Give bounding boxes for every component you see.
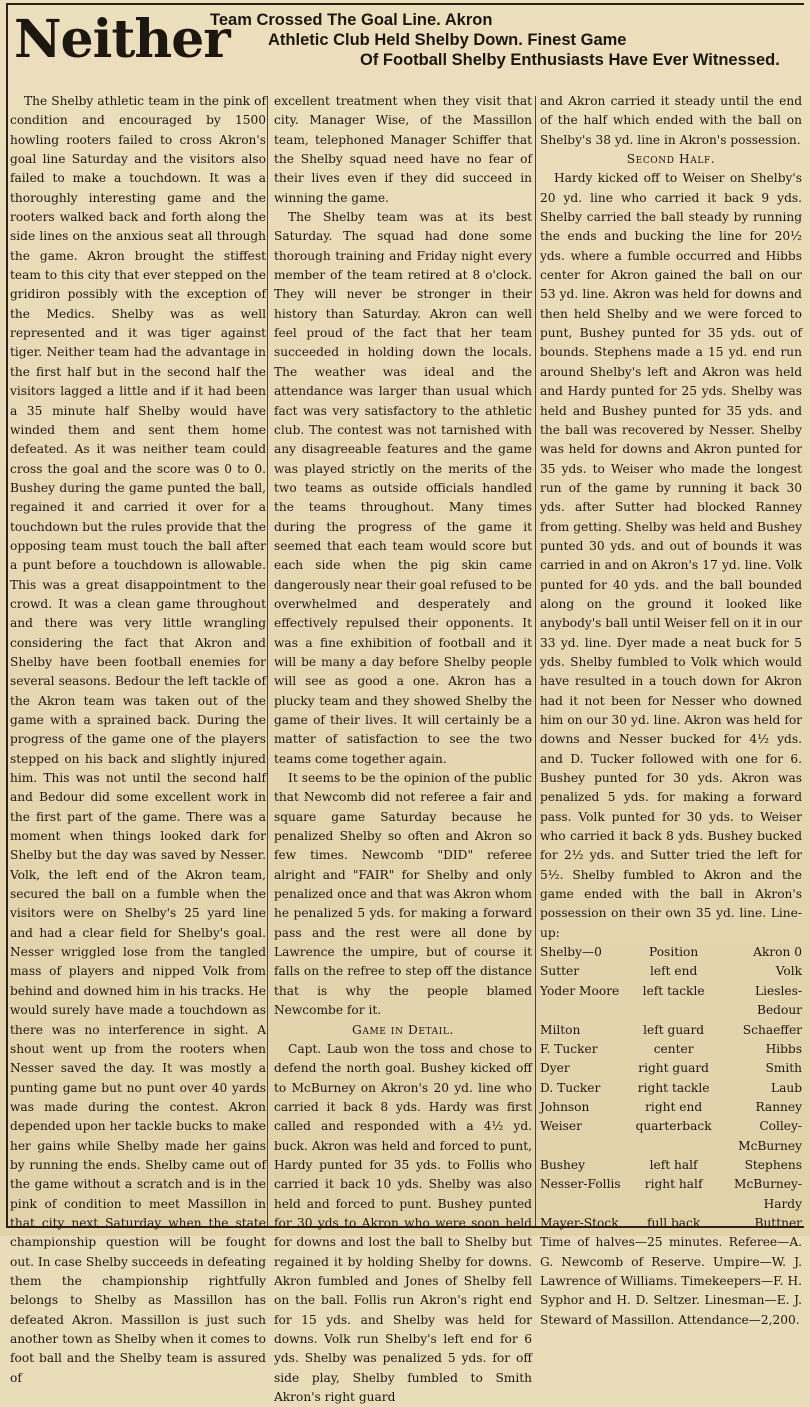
lineup-shelby-player: Shelby—0 xyxy=(540,945,602,960)
lineup-shelby-player: Nesser-Follis xyxy=(540,1177,621,1192)
lineup-akron-player: Schaeffer xyxy=(742,1022,802,1037)
lineup-row xyxy=(540,982,802,1021)
lineup-akron-player: McBurney-Hardy xyxy=(733,1177,802,1211)
lineup-akron-player: Volk xyxy=(775,964,802,979)
article-paragraph: The Shelby athletic team in the pink of condition and encouraged by 1500 howling rooters failed to cross Akron's goal line Saturday and the visitors also failed to make a touchdown. It was a thoroughly interesting game and the rooters walked back and forth along the side lines on the anxious seat all through the game. Akron brought the stiffest team to this city that ever stepped on the gridiron possibly with the exception of the Medics. Shelby was as well represented and it was tiger against tiger. Neither team had the advantage in the first half but in the second half the visitors lagged a little and if it had been a 35 minute half Shelby would have winded them and sent them home defeated. As it was neither team could cross the goal and the score was 0 to 0. Bushey during the game punted the ball, regained it and carried it over for a touchdown but the rules provide that the opposing team must touch the ball after a punt before a touchdown is allowable. This was a great disappointment to the crowd. It was a clean game throughout and there was very little wrangling considering the fact that Akron and Shelby have been football enemies for several seasons. Bedour the left tackle of the Akron team was taken out of the game with a sprained back. During the progress of the game one of the players stepped on his back and slightly injured him. This was not until the second half and Bedour did some excellent work in the first part of the game. There was a moment when things looked dark for Shelby but the day was saved by Nesser. Volk, the left end of the Akron team, secured the ball on a fumble when the visitors were on Shelby's 25 yard line and had a clear field for Shelby's goal. Nesser wriggled lose from the tangled mass of players and nipped Volk from behind and downed him in his tracks. He would surely have made a touchdown as there was no interference in sight. A shout went up from the rooters when Nesser saved the day. It was mostly a punting game but no punt over 40 yards was made during the contest. Akron depended upon her tackle bucks to make her gains while Shelby made her gains by running the ends. Shelby came out of the game without a scratch and is in the pink of condition to meet Massillon in that city next Saturday when the state championship question will be fought out. In case Shelby succeeds in defeating them the championship rightfully belongs to Shelby as Massillon has defeated Akron. Massillon is just such another town as Shelby when it comes to foot ball and the Shelby team is assured of xyxy=(10,94,266,1385)
lineup-shelby-player: Dyer xyxy=(540,1061,570,1076)
lineup-row xyxy=(540,1021,802,1040)
lineup-position: left end xyxy=(649,964,698,979)
lineup-row xyxy=(540,1059,802,1078)
lineup-shelby-player: Mayer-Stock xyxy=(540,1215,619,1230)
lineup-row xyxy=(540,1156,802,1175)
lineup-table xyxy=(540,943,802,1233)
lineup-row xyxy=(540,1175,802,1214)
lineup-akron-player: Akron 0 xyxy=(753,945,802,960)
article-column-2 xyxy=(274,92,532,1407)
lineup-position: right tackle xyxy=(637,1080,710,1095)
article-column-1 xyxy=(10,92,266,1388)
left-rule xyxy=(6,3,8,1228)
lineup-position: right end xyxy=(645,1099,703,1114)
column-rule-1 xyxy=(267,96,268,1226)
lineup-position: left half xyxy=(649,1157,698,1172)
lineup-shelby-player: D. Tucker xyxy=(540,1080,601,1095)
section-subhead: Second Half. xyxy=(626,152,716,167)
headline-main: Neither xyxy=(14,9,230,70)
lineup-shelby-player: Bushey xyxy=(540,1157,586,1172)
lineup-position: full back xyxy=(646,1215,701,1230)
lineup-akron-player: Smith xyxy=(765,1061,802,1076)
lineup-akron-player: Colley-McBurney xyxy=(738,1119,802,1153)
lineup-shelby-player: Johnson xyxy=(540,1099,590,1114)
lineup-akron-player: Liesles-Bedour xyxy=(755,983,802,1018)
lineup-position: right half xyxy=(644,1177,703,1192)
lineup-shelby-player: Sutter xyxy=(540,964,580,979)
top-rule xyxy=(8,3,804,5)
lineup-position: quarterback xyxy=(635,1119,712,1134)
headline-deck-line-3: Of Football Shelby Enthusiasts Have Ever Witnessed. xyxy=(360,51,780,69)
lineup-akron-player: Buttner xyxy=(754,1215,802,1230)
article-paragraph: excellent treatment when they visit that city. Manager Wise, of the Massillon team, telephoned Manager Schiffer that the Shelby squad need have no fear of their lives even if they did succeed in winning the game. xyxy=(274,94,532,205)
section-subhead: Game in Detail. xyxy=(352,1022,454,1037)
lineup-row xyxy=(540,1117,802,1156)
lineup-shelby-player: Milton xyxy=(540,1022,581,1037)
article-paragraph: The Shelby team was at its best Saturday. The squad had done some thorough training and Friday night every member of the team retired at 8 o'clock. They will never be stronger in their history than Saturday. Akron can well feel proud of the fact that her team succeeded in holding down the locals. The weather was ideal and the attendance was larger than usual which fact was very satisfactory to the athletic club. The contest was not tarnished with any disagreeable features and the game was played strictly on the merits of the two teams as outside officials handled the teams throughout. Many times during the progress of the game it seemed that each team would score but each side when the pig skin came dangerously near their goal refused to be overwhelmed and desperately and effectively repulsed their opponents. It was a fine exhibition of football and it will be many a day before Shelby people will see as good a one. Akron has a plucky team and they showed Shelby the game of their lives. It will certainly be a matter of satisfaction to see the two teams come together again. xyxy=(274,210,532,766)
lineup-position: left guard xyxy=(643,1022,705,1037)
headline-deck-line-2: Athletic Club Held Shelby Down. Finest Game xyxy=(268,31,627,49)
lineup-position: left tackle xyxy=(642,983,705,998)
lineup-row xyxy=(540,1098,802,1117)
column-rule-2 xyxy=(535,96,536,1226)
bottom-rule xyxy=(6,1226,804,1228)
article-paragraph: Capt. Laub won the toss and chose to defend the north goal. Bushey kicked off to McBurney on Akron's 20 yd. line who carried it back 8 yds. Hardy was first called and responded with a 4½ yd. buck. Akron was held and forced to punt, Hardy punted for 35 yds. to Follis who carried it back 10 yds. Shelby was also held and forced to punt. Bushey punted for 30 yds to Akron who were soon held for downs and lost the ball to Shelby but regained it by holding Shelby for downs. Akron fumbled and Jones of Shelby fell on the ball. Follis run Akron's right end for 15 yds. and Shelby was held for downs. Volk run Shelby's left end for 6 yds. Shelby was penalized 5 yds. for off side play, Shelby fumbled to Smith Akron's right guard xyxy=(274,1041,532,1405)
article-paragraph: It seems to be the opinion of the public that Newcomb did not referee a fair and square game Saturday because he penalized Shelby so often and Akron so few times. Newcomb "DID" referee alright and "FAIR" for Shelby and only penalized once and that was Akron whom he penalized 5 yds. for making a forward pass and the rest were all done by Lawrence the umpire, but of course it falls on the refree to step off the distance that is why the people blamed Newcombe for it. xyxy=(274,771,532,1018)
lineup-position: Position xyxy=(649,945,699,960)
article-paragraph: and Akron carried it steady until the end of the half which ended with the ball on Shelby's 38 yd. line in Akron's possession. xyxy=(540,94,802,147)
lineup-akron-player: Ranney xyxy=(755,1099,802,1114)
article-column-3 xyxy=(540,92,802,1330)
lineup-row xyxy=(540,962,802,981)
lineup-akron-player: Hibbs xyxy=(765,1041,802,1056)
lineup-position: center xyxy=(653,1041,694,1056)
lineup-akron-player: Stephens xyxy=(744,1157,802,1172)
lineup-row xyxy=(540,1040,802,1059)
lineup-position: right guard xyxy=(638,1061,709,1076)
headline-deck-line-1: Team Crossed The Goal Line. Akron xyxy=(210,11,493,29)
lineup-row xyxy=(540,1079,802,1098)
lineup-row xyxy=(540,943,802,962)
lineup-shelby-player: Weiser xyxy=(540,1119,582,1134)
lineup-shelby-player: F. Tucker xyxy=(540,1041,598,1056)
officials-paragraph: Time of halves—25 minutes. Referee—A. G. Newcomb of Reserve. Umpire—W. J. Lawrence of Williams. Timekeepers—F. H. Syphor and H. D. Seltzer. Linesman—E. J. Steward of Massillon. Attendance—2,200. xyxy=(540,1235,802,1327)
lineup-akron-player: Laub xyxy=(770,1080,802,1095)
lineup-row xyxy=(540,1214,802,1233)
article-paragraph: Hardy kicked off to Weiser on Shelby's 20 yd. line who carried it back 9 yds. Shelby carried the ball steady by running the ends and bucking the line for 20½ yds. where a fumble occurred and Hibbs center for Akron gained the ball on our 53 yd. line. Akron was held for downs and then held Shelby and we were forced to punt, Bushey punted for 35 yds. out of bounds. Stephens made a 15 yd. end run around Shelby's left and Akron was held and Hardy punted for 25 yds. Shelby was held and Bushey punted for 35 yds. and the ball was recovered by Nesser. Shelby was held for downs and Akron punted for 35 yds. to Weiser who made the longest run of the game by running it back 30 yds. after Sutter had blocked Ranney from getting. Shelby was held and Bushey punted 30 yds. and out of bounds it was carried in and on Akron's 17 yd. line. Volk punted for 40 yds. and the ball bounded along on the ground it looked like anybody's ball until Weiser fell on it in our 33 yd. line. Dyer made a neat buck for 5 yds. Shelby fumbled to Volk which would have resulted in a touch down for Akron had it not been for Nesser who downed him on our 30 yd. line. Akron was held for downs and Nesser bucked for 4½ yds. and D. Tucker followed with one for 6. Bushey punted for 30 yds. Akron was penalized 5 yds. for making a forward pass. Volk punted for 30 yds. to Weiser who carried it back 8 yds. Bushey bucked for 2½ yds. and Sutter tried the left for 5½. Shelby fumbled to Akron and the game ended with the ball in Akron's possession on their own 35 yd. line. Line-up: xyxy=(540,171,802,940)
lineup-shelby-player: Yoder Moore xyxy=(540,983,620,998)
